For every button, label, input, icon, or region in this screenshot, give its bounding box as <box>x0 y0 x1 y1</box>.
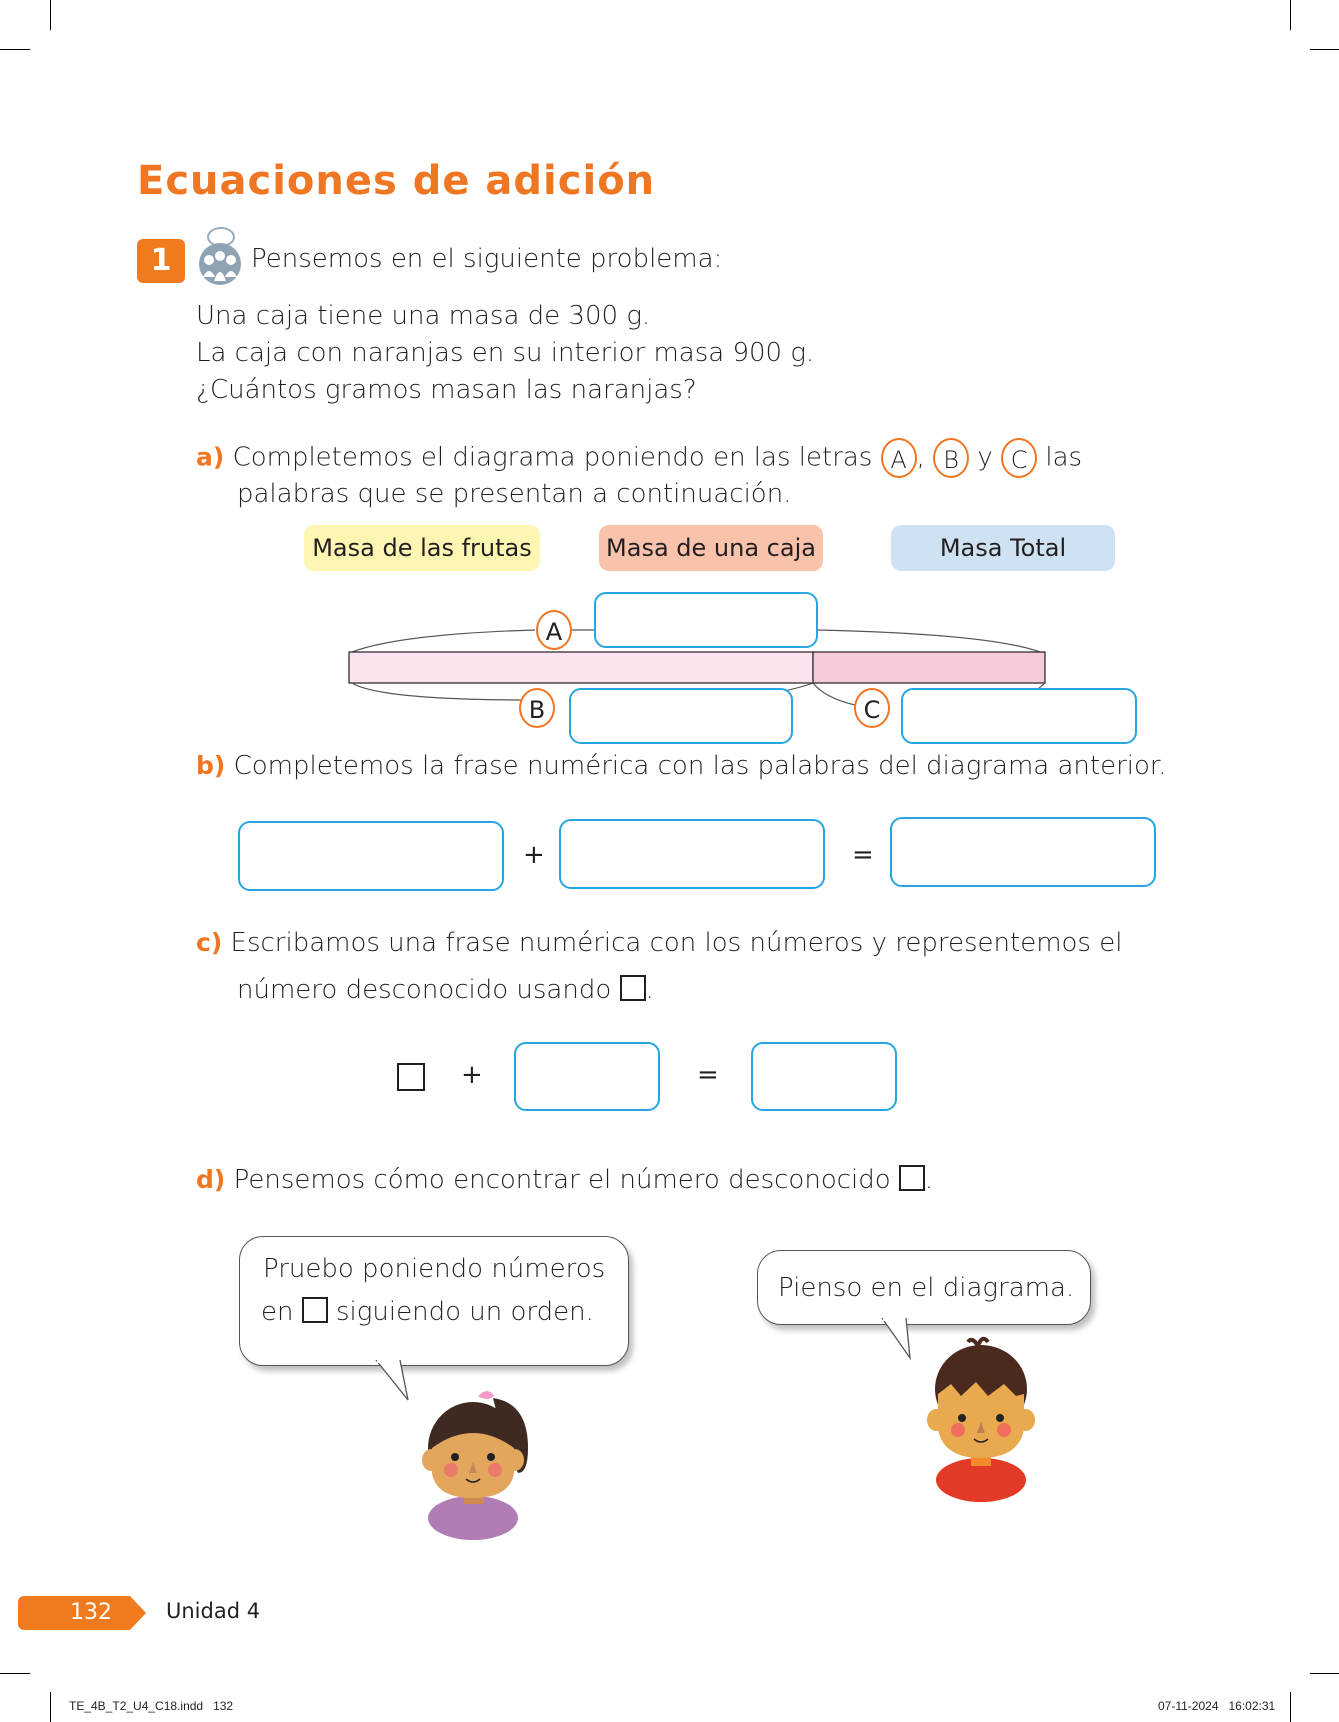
part-a-label: a) <box>196 442 225 472</box>
equation-box-total[interactable] <box>751 1042 897 1111</box>
speech-bubble-tail <box>370 1360 420 1404</box>
diagram-answer-box-b[interactable] <box>569 688 793 744</box>
problem-line: Una caja tiene una masa de 300 g. <box>196 301 651 331</box>
part-c-text: Escribamos una frase numérica con los números y representemos el <box>230 928 1123 958</box>
unknown-square-icon <box>397 1063 425 1091</box>
sentence-box-1[interactable] <box>238 821 504 891</box>
page-title: Ecuaciones de adición <box>137 158 656 204</box>
letter-b-marker: B <box>933 438 969 478</box>
part-c-label: c) <box>196 928 223 957</box>
part-d-instruction: d) Pensemos cómo encontrar el número desconocido . <box>196 1165 934 1195</box>
word-chip-fruit-mass[interactable]: Masa de las frutas <box>304 525 540 571</box>
speech-bubble-tail <box>880 1318 920 1362</box>
word-chip-box-mass[interactable]: Masa de una caja <box>599 525 823 571</box>
diagram-label-a: A <box>536 610 572 650</box>
diagram-answer-box-a[interactable] <box>594 592 818 648</box>
unit-label: Unidad 4 <box>166 1599 261 1623</box>
crop-mark <box>50 0 51 30</box>
plus-sign: + <box>461 1060 483 1090</box>
girl-avatar <box>418 1378 538 1543</box>
diagram-answer-box-c[interactable] <box>901 688 1137 744</box>
part-a-text: Completemos el diagrama poniendo en las letras <box>232 442 873 473</box>
slug-timestamp: 07-11-2024 16:02:31 <box>1158 1699 1276 1713</box>
diagram-label-c: C <box>854 688 890 728</box>
girl-speech-line2: en siguiendo un orden. <box>261 1297 594 1327</box>
letter-c-marker: C <box>1001 438 1037 478</box>
page-number-tab-arrow <box>130 1596 146 1630</box>
crop-mark <box>1310 1673 1339 1674</box>
part-c-instruction <box>196 928 1122 958</box>
girl-speech-line1: Pruebo poniendo números <box>263 1254 606 1284</box>
boy-avatar <box>926 1334 1036 1504</box>
sentence-box-3[interactable] <box>890 817 1156 887</box>
problem-line: La caja con naranjas en su interior masa 900 g. <box>196 338 815 368</box>
crop-mark <box>1310 49 1339 50</box>
discussion-group-icon <box>195 227 245 287</box>
crop-mark <box>1290 0 1291 30</box>
part-b-label: b) <box>196 751 226 780</box>
part-a-instruction: a) Completemos el diagrama poniendo en las letras A , B y C las <box>196 438 1082 478</box>
part-c-text-line2: número desconocido usando . <box>237 975 654 1005</box>
equals-sign: = <box>697 1060 719 1090</box>
unknown-square-icon <box>620 975 646 1001</box>
item-number-badge: 1 <box>137 239 185 283</box>
crop-mark <box>0 1673 30 1674</box>
crop-mark <box>0 49 30 50</box>
problem-line: ¿Cuántos gramos masan las naranjas? <box>196 375 697 405</box>
crop-mark <box>50 1692 51 1722</box>
part-a-text-line2: palabras que se presentan a continuación. <box>237 479 792 509</box>
slug-filename: TE_4B_T2_U4_C18.indd 132 <box>69 1699 234 1713</box>
plus-sign: + <box>523 840 545 870</box>
boy-speech: Pienso en el diagrama. <box>778 1273 1075 1303</box>
sentence-box-2[interactable] <box>559 819 825 889</box>
crop-mark <box>1290 1692 1291 1722</box>
equation-box-addend[interactable] <box>514 1042 660 1111</box>
diagram-label-b: B <box>519 688 555 728</box>
part-b-instruction <box>196 751 1166 781</box>
letter-a-marker: A <box>881 438 917 478</box>
unknown-square-icon <box>302 1297 328 1323</box>
unknown-square-icon <box>899 1165 925 1191</box>
part-b-text: Completemos la frase numérica con las palabras del diagrama anterior. <box>233 751 1167 781</box>
item-intro: Pensemos en el siguiente problema: <box>251 244 723 274</box>
part-d-label: d) <box>196 1165 226 1194</box>
word-chip-total-mass[interactable]: Masa Total <box>891 525 1115 571</box>
equals-sign: = <box>852 840 874 870</box>
part-d-text: Pensemos cómo encontrar el número desconocido <box>233 1165 891 1195</box>
page-number-tab: 132 <box>18 1596 130 1630</box>
